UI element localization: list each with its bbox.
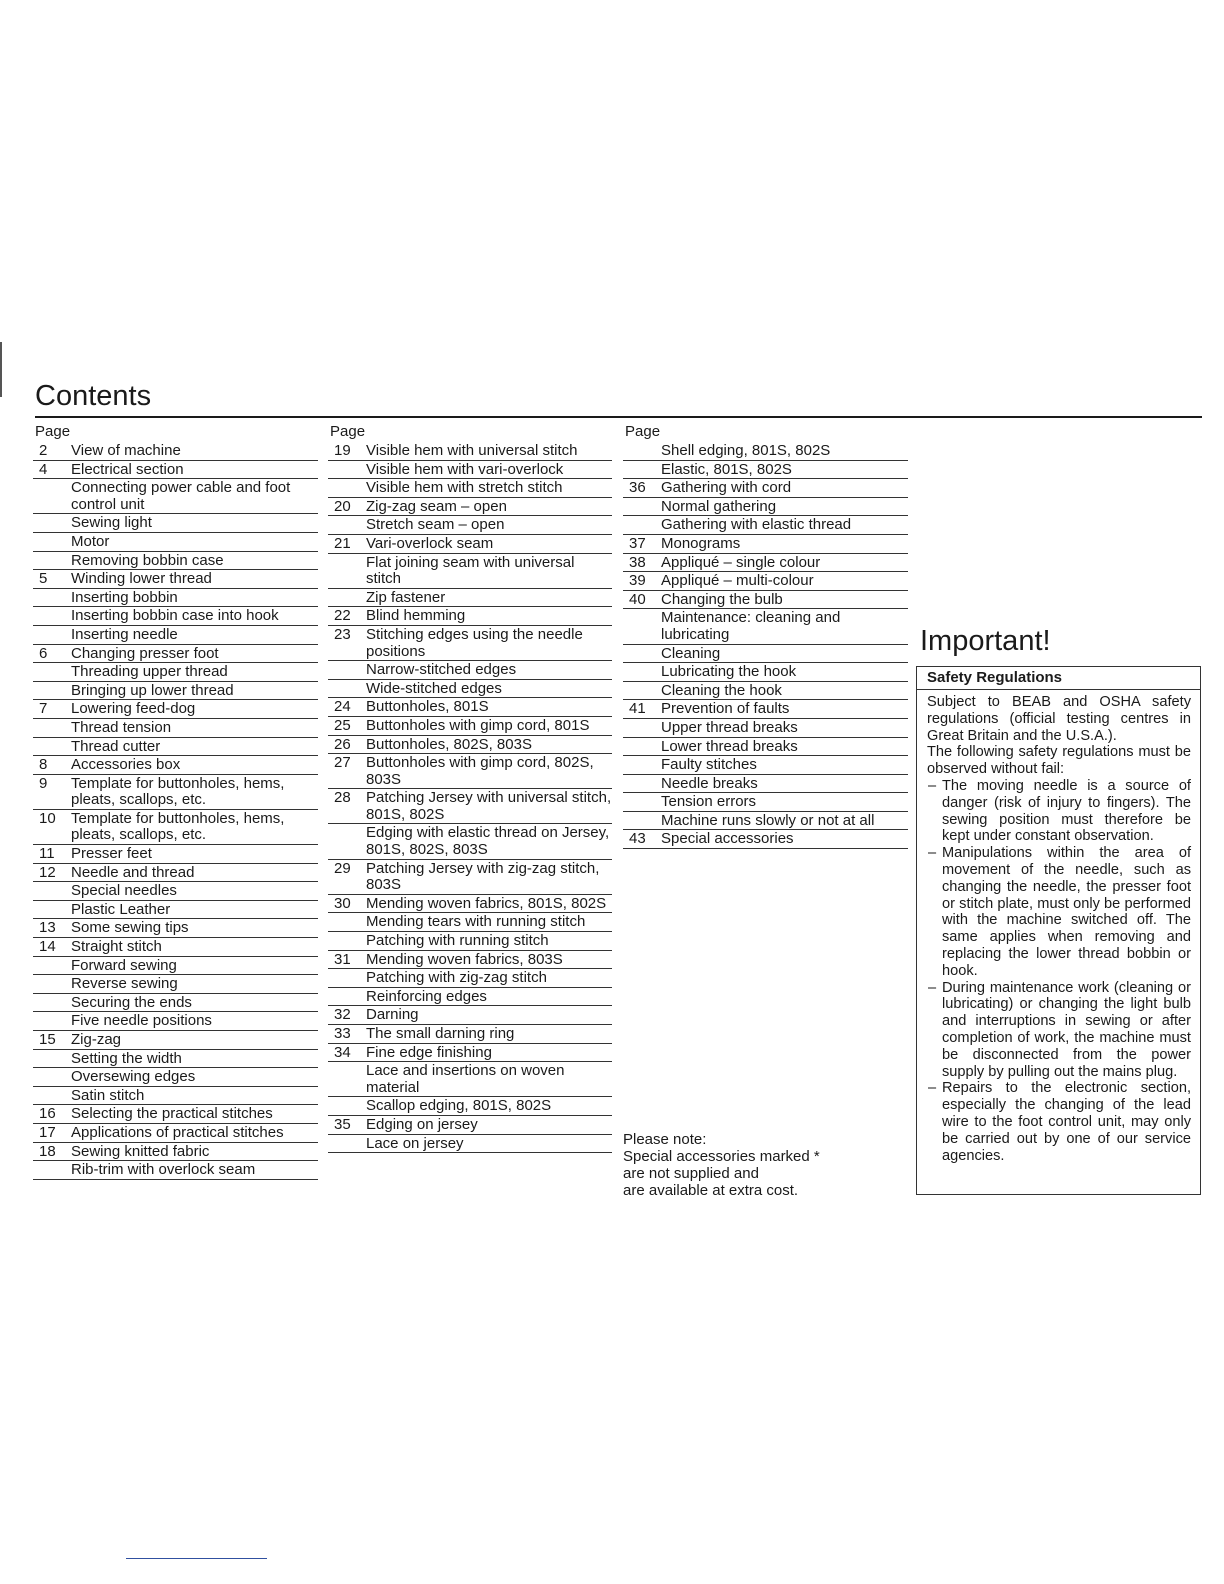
toc-entry	[328, 626, 612, 661]
page-title: Contents	[35, 380, 152, 412]
toc-page-number	[623, 683, 661, 700]
safety-regulations-box	[916, 666, 1201, 1195]
toc-entry-title: Buttonholes, 802S, 803S	[366, 735, 532, 753]
toc-entry-title: Inserting bobbin case into hook	[71, 607, 279, 625]
toc-entry	[328, 1044, 612, 1063]
toc-entry-title: Cleaning	[661, 644, 721, 662]
toc-page-number: 12	[39, 863, 56, 881]
toc-entry	[328, 895, 612, 914]
toc-entry-title: Changing presser foot	[71, 644, 219, 662]
toc-entry	[33, 442, 318, 461]
toc-entry	[328, 860, 612, 895]
toc-page-number	[33, 627, 71, 644]
toc-entry	[328, 1097, 612, 1116]
toc-entry-title: Gathering with elastic thread	[661, 516, 852, 534]
page-column-header: Page	[35, 423, 71, 440]
toc-entry-title: Visible hem with vari-overlock	[366, 460, 564, 478]
toc-entry	[33, 994, 318, 1013]
toc-entry-title: Straight stitch	[71, 938, 162, 956]
toc-page-number	[623, 499, 661, 516]
toc-entry-title: Gathering with cord	[661, 479, 792, 497]
page-column-header: Page	[625, 423, 661, 440]
toc-entry	[623, 442, 908, 461]
toc-entry	[33, 957, 318, 976]
toc-entry	[623, 516, 908, 535]
toc-page-number: 39	[629, 572, 646, 590]
toc-page-number: 30	[334, 894, 351, 912]
toc-entry-title: Sewing knitted fabric	[71, 1142, 210, 1160]
toc-entry-title: Zig-zag seam – open	[366, 497, 507, 515]
toc-entry-title: Motor	[71, 532, 110, 550]
toc-entry-title: Stretch seam – open	[366, 516, 505, 534]
toc-entry	[33, 700, 318, 719]
toc-entry-title: Applications of practical stitches	[71, 1123, 284, 1141]
toc-entry-title: Reverse sewing	[71, 975, 178, 993]
toc-page-number: 37	[629, 534, 646, 552]
toc-page-number	[33, 553, 71, 570]
toc-entry	[328, 607, 612, 626]
toc-entry	[328, 736, 612, 755]
toc-entry	[328, 824, 612, 859]
toc-entry-title: Reinforcing edges	[366, 987, 487, 1005]
toc-page-number: 38	[629, 553, 646, 571]
toc-entry	[328, 969, 612, 988]
toc-entry	[328, 479, 612, 498]
toc-entry	[328, 461, 612, 480]
toc-page-number	[328, 989, 366, 1006]
toc-page-number	[623, 443, 661, 460]
toc-entry-title: Vari-overlock seam	[366, 534, 494, 552]
toc-entry-title: Inserting needle	[71, 625, 178, 643]
toc-page-number: 27	[334, 754, 351, 772]
toc-entry-title: Buttonholes with gimp cord, 802S, 803S	[366, 754, 594, 788]
toc-entry	[33, 479, 318, 514]
toc-entry-title: Tension errors	[661, 793, 757, 811]
toc-page-number	[33, 1088, 71, 1105]
toc-entry-title: Upper thread breaks	[661, 718, 798, 736]
toc-entry	[33, 1105, 318, 1124]
safety-rule: – The moving needle is a source of danger (risk of injury to fingers). The sewing position must therefore be kept under constant observation.	[927, 778, 1191, 845]
toc-page-number	[33, 683, 71, 700]
toc-entry	[33, 919, 318, 938]
toc-entry	[328, 1116, 612, 1135]
toc-entry	[623, 719, 908, 738]
toc-entry	[623, 793, 908, 812]
toc-page-number	[33, 995, 71, 1012]
toc-entry-title: Thread tension	[71, 718, 172, 736]
toc-entry-title: Oversewing edges	[71, 1068, 196, 1086]
toc-page-number	[33, 739, 71, 756]
toc-page-number: 18	[39, 1142, 56, 1160]
toc-entry-title: Scallop edging, 801S, 802S	[366, 1097, 552, 1115]
toc-page-number: 7	[39, 700, 48, 718]
toc-page-number	[623, 720, 661, 737]
toc-page-number: 11	[39, 845, 55, 863]
toc-entry	[328, 554, 612, 589]
toc-entry-title: Electrical section	[71, 460, 184, 478]
toc-entry	[33, 719, 318, 738]
toc-entry	[328, 442, 612, 461]
toc-page-number: 13	[39, 919, 56, 937]
toc-page-number	[623, 646, 661, 663]
toc-entry-title: Lace on jersey	[366, 1134, 464, 1152]
toc-page-number: 8	[39, 756, 48, 774]
toc-entry-title: Monograms	[661, 534, 741, 552]
toc-entry-title: Accessories box	[71, 756, 181, 774]
note-line: Special accessories marked *	[623, 1148, 820, 1165]
toc-entry	[623, 756, 908, 775]
toc-page-number: 32	[334, 1006, 351, 1024]
toc-entry-title: Lower thread breaks	[661, 737, 798, 755]
toc-page-number: 28	[334, 789, 351, 807]
toc-entry	[328, 789, 612, 824]
toc-entry-title: Zig-zag	[71, 1031, 122, 1048]
toc-entry	[33, 975, 318, 994]
contents-column-2	[328, 421, 612, 1153]
toc-page-number	[33, 515, 71, 532]
toc-entry	[623, 591, 908, 610]
toc-entry-title: The small darning ring	[366, 1025, 515, 1042]
toc-page-number	[33, 720, 71, 737]
toc-page-number	[328, 590, 366, 607]
toc-page-number	[623, 794, 661, 811]
toc-page-number	[33, 664, 71, 681]
toc-entry	[33, 756, 318, 775]
toc-entry-title: Lubricating the hook	[661, 663, 797, 681]
toc-entry	[33, 461, 318, 480]
toc-entry-title: Narrow-stitched edges	[366, 661, 517, 679]
toc-entry-title: Buttonholes with gimp cord, 801S	[366, 716, 590, 734]
toc-page-number	[33, 1013, 71, 1030]
toc-page-number: 31	[334, 950, 351, 968]
bottom-link-rule	[126, 1558, 267, 1559]
toc-entry-title: Appliqué – single colour	[661, 553, 821, 571]
toc-entry	[623, 812, 908, 831]
toc-entry	[623, 572, 908, 591]
toc-entry	[623, 663, 908, 682]
toc-entry	[33, 1031, 318, 1050]
toc-entry	[328, 951, 612, 970]
toc-entry-title: Satin stitch	[71, 1086, 145, 1104]
safety-rule: – Manipulations within the area of movement of the needle, such as changing the needle, the presser foot or stitch plate, must only be performed with the machine switched off. The same applies when removing and replacing the lower thread bobbin or hook.	[927, 845, 1191, 979]
toc-page-number	[623, 739, 661, 756]
toc-entry-title: Visible hem with universal stitch	[366, 442, 578, 459]
toc-page-number: 36	[629, 479, 646, 497]
toc-entry	[328, 680, 612, 699]
toc-entry-title: Darning	[366, 1006, 419, 1024]
toc-entry	[623, 700, 908, 719]
toc-entry-title: Mending woven fabrics, 803S	[366, 950, 563, 968]
toc-page-number	[328, 681, 366, 698]
toc-entry-title: Mending tears with running stitch	[366, 913, 586, 931]
toc-entry	[33, 738, 318, 757]
toc-entry	[33, 864, 318, 883]
toc-entry-title: Five needle positions	[71, 1012, 212, 1030]
toc-entry-title: Removing bobbin case	[71, 551, 224, 569]
toc-entry-title: View of machine	[71, 442, 181, 459]
note-label: Please note:	[623, 1131, 707, 1148]
toc-page-number: 16	[39, 1105, 56, 1123]
toc-entry	[33, 1124, 318, 1143]
toc-entry	[623, 461, 908, 480]
toc-entry	[33, 1087, 318, 1106]
toc-entry-title: Flat joining seam with universal stitch	[366, 553, 575, 588]
toc-entry-title: Prevention of faults	[661, 700, 790, 718]
toc-entry	[623, 479, 908, 498]
toc-page-number: 21	[334, 534, 351, 552]
toc-entry	[623, 609, 908, 644]
toc-entry-title: Special needles	[71, 882, 177, 900]
toc-entry-title: Patching Jersey with universal stitch, 801S, 802S	[366, 789, 612, 823]
toc-entry-title: Buttonholes, 801S	[366, 698, 489, 716]
toc-entry-title: Mending woven fabrics, 801S, 802S	[366, 894, 607, 912]
toc-page-number: 19	[334, 442, 351, 459]
toc-entry-title: Inserting bobbin	[71, 588, 178, 606]
toc-entry-title: Template for buttonholes, hems, pleats, scallops, etc.	[71, 809, 285, 844]
toc-entry	[328, 535, 612, 554]
toc-page-number	[328, 933, 366, 950]
toc-entry	[33, 645, 318, 664]
toc-page-number	[328, 462, 366, 479]
toc-entry	[33, 607, 318, 626]
toc-entry	[328, 1025, 612, 1044]
toc-page-number: 33	[334, 1025, 351, 1042]
toc-entry	[328, 717, 612, 736]
toc-page-number	[623, 776, 661, 793]
toc-entry	[33, 570, 318, 589]
toc-entry	[33, 938, 318, 957]
toc-entry-title: Fine edge finishing	[366, 1043, 492, 1061]
toc-page-number: 26	[334, 735, 351, 753]
toc-entry-title: Faulty stitches	[661, 756, 757, 774]
toc-entry-title: Needle breaks	[661, 774, 758, 792]
toc-page-number: 15	[39, 1031, 56, 1048]
toc-entry	[33, 1143, 318, 1162]
safety-rules-list	[927, 778, 1191, 1164]
toc-page-number: 23	[334, 625, 351, 643]
toc-page-number: 2	[39, 442, 48, 459]
toc-entry-title: Plastic Leather	[71, 900, 171, 918]
toc-page-number	[33, 1069, 71, 1086]
toc-entry-title: Appliqué – multi-colour	[661, 572, 814, 590]
safety-regulations-body	[917, 690, 1200, 1164]
toc-page-number	[328, 517, 366, 534]
safety-rule: – During maintenance work (cleaning or lubricating) or changing the light bulb and interruptions in sewing or after completion of work, the machine must be disconnected from the power supply by pulling out the mains plug.	[927, 980, 1191, 1081]
toc-entry	[328, 1006, 612, 1025]
toc-entry	[33, 845, 318, 864]
toc-entry	[328, 698, 612, 717]
toc-page-number: 22	[334, 607, 351, 625]
safety-rule: – Repairs to the electronic section, especially the changing of the lead wire to the foot control unit, may only be carried out by one of our service agencies.	[927, 1080, 1191, 1164]
toc-page-number	[33, 608, 71, 625]
toc-page-number: 6	[39, 644, 48, 662]
toc-entry	[33, 1161, 318, 1180]
safety-regulations-title: Safety Regulations	[917, 667, 1200, 690]
toc-page-number	[33, 480, 71, 513]
toc-entry	[623, 535, 908, 554]
toc-entry-title: Stitching edges using the needle positions	[366, 625, 583, 660]
toc-entry	[33, 1050, 318, 1069]
toc-page-number	[623, 517, 661, 534]
toc-entry-title: Winding lower thread	[71, 570, 212, 588]
toc-entry-title: Some sewing tips	[71, 919, 189, 937]
note-line: are available at extra cost.	[623, 1182, 799, 1199]
toc-entry-title: Normal gathering	[661, 497, 777, 515]
toc-entry	[33, 552, 318, 571]
toc-page-number	[623, 462, 661, 479]
toc-entry-title: Bringing up lower thread	[71, 681, 234, 699]
toc-entry	[33, 775, 318, 810]
toc-page-number	[328, 1136, 366, 1153]
toc-entry-title: Setting the width	[71, 1049, 182, 1067]
toc-entry-title: Forward sewing	[71, 956, 177, 974]
toc-page-number	[33, 976, 71, 993]
toc-page-number	[623, 664, 661, 681]
toc-entry-title: Presser feet	[71, 845, 152, 863]
toc-page-number	[33, 902, 71, 919]
toc-entry	[328, 913, 612, 932]
toc-page-number: 34	[334, 1043, 351, 1061]
toc-entry-title: Changing the bulb	[661, 590, 783, 608]
toc-entry-title: Patching with running stitch	[366, 932, 549, 950]
toc-page-number	[328, 970, 366, 987]
toc-entry-title: Elastic, 801S, 802S	[661, 460, 792, 478]
toc-entry	[33, 882, 318, 901]
toc-entry	[33, 589, 318, 608]
toc-page-number	[33, 590, 71, 607]
toc-entry	[623, 738, 908, 757]
toc-entry	[328, 754, 612, 789]
page-column-header: Page	[330, 423, 366, 440]
toc-page-number: 40	[629, 590, 646, 608]
page-edge-mark	[0, 342, 2, 397]
toc-entry-title: Edging with elastic thread on Jersey, 801S, 802S, 803S	[366, 824, 610, 859]
toc-page-number: 29	[334, 859, 351, 877]
toc-entry-title: Special accessories	[661, 830, 794, 848]
toc-entry-title: Sewing light	[71, 514, 152, 532]
toc-entry-title: Wide-stitched edges	[366, 679, 502, 697]
toc-entry	[328, 661, 612, 680]
toc-page-number: 9	[39, 774, 48, 792]
toc-entry	[623, 645, 908, 664]
contents-column-3	[623, 421, 908, 849]
toc-entry	[623, 682, 908, 701]
toc-page-number: 4	[39, 460, 48, 478]
toc-entry	[623, 498, 908, 517]
toc-page-number	[33, 958, 71, 975]
toc-page-number	[623, 813, 661, 830]
toc-page-number: 14	[39, 938, 56, 956]
toc-entry-title: Patching Jersey with zig-zag stitch, 803S	[366, 859, 600, 894]
toc-entry-title: Connecting power cable and foot control unit	[71, 479, 291, 513]
toc-entry-title: Blind hemming	[366, 607, 466, 625]
toc-entry	[328, 516, 612, 535]
toc-page-number	[328, 555, 366, 588]
toc-page-number	[623, 610, 661, 643]
toc-entry-title: Threading upper thread	[71, 663, 228, 681]
toc-entry	[33, 663, 318, 682]
toc-page-number: 43	[629, 830, 646, 848]
toc-entry-title: Template for buttonholes, hems, pleats, scallops, etc.	[71, 774, 285, 809]
toc-entry	[33, 1068, 318, 1087]
toc-page-number	[328, 662, 366, 679]
toc-entry-title: Machine runs slowly or not at all	[661, 811, 875, 829]
toc-entry-title: Maintenance: cleaning and lubricating	[661, 609, 841, 643]
toc-page-number: 10	[39, 809, 56, 827]
toc-entry-title: Shell edging, 801S, 802S	[661, 442, 831, 459]
toc-entry-title: Visible hem with stretch stitch	[366, 479, 563, 497]
contents-column-1	[33, 421, 318, 1180]
toc-entry-title: Securing the ends	[71, 993, 192, 1011]
toc-page-number: 20	[334, 497, 351, 515]
toc-page-number: 17	[39, 1123, 56, 1141]
toc-entry-title: Edging on jersey	[366, 1115, 478, 1133]
toc-entry	[328, 498, 612, 517]
toc-page-number	[33, 1051, 71, 1068]
important-heading: Important!	[920, 625, 1051, 657]
toc-entry-title: Patching with zig-zag stitch	[366, 969, 547, 987]
toc-page-number	[623, 757, 661, 774]
toc-page-number: 24	[334, 698, 351, 716]
toc-entry	[33, 901, 318, 920]
toc-entry	[623, 775, 908, 794]
toc-entry	[33, 1012, 318, 1031]
note-line: are not supplied and	[623, 1165, 759, 1182]
toc-entry	[33, 626, 318, 645]
toc-entry	[623, 554, 908, 573]
title-divider	[35, 416, 1202, 418]
toc-entry	[328, 988, 612, 1007]
toc-page-number	[33, 883, 71, 900]
toc-page-number	[33, 534, 71, 551]
toc-entry	[33, 514, 318, 533]
toc-page-number: 35	[334, 1115, 351, 1133]
toc-entry-title: Zip fastener	[366, 588, 446, 606]
toc-page-number	[328, 1063, 366, 1096]
toc-entry	[328, 1135, 612, 1154]
toc-page-number	[328, 825, 366, 858]
toc-entry-title: Lowering feed-dog	[71, 700, 196, 718]
toc-entry-title: Lace and insertions on woven material	[366, 1062, 565, 1096]
safety-intro: Subject to BEAB and OSHA safety regulations (official testing centres in Great Britain and the U.S.A.).	[927, 694, 1191, 744]
toc-entry	[33, 533, 318, 552]
toc-page-number: 41	[629, 700, 646, 718]
please-note	[623, 1131, 913, 1199]
toc-entry-title: Rib-trim with overlock seam	[71, 1161, 256, 1179]
toc-page-number: 5	[39, 570, 48, 588]
toc-entry-title: Selecting the practical stitches	[71, 1105, 273, 1123]
toc-page-number	[328, 1098, 366, 1115]
toc-entry	[328, 1062, 612, 1097]
toc-entry-title: Thread cutter	[71, 737, 161, 755]
toc-page-number: 25	[334, 716, 351, 734]
safety-intro: The following safety regulations must be observed without fail:	[927, 744, 1191, 778]
toc-page-number	[33, 1162, 71, 1179]
toc-page-number	[328, 480, 366, 497]
toc-entry	[623, 830, 908, 849]
toc-entry	[328, 589, 612, 608]
toc-entry	[33, 682, 318, 701]
toc-entry	[328, 932, 612, 951]
toc-entry-title: Cleaning the hook	[661, 681, 782, 699]
toc-page-number	[328, 914, 366, 931]
toc-entry	[33, 810, 318, 845]
toc-entry-title: Needle and thread	[71, 863, 195, 881]
